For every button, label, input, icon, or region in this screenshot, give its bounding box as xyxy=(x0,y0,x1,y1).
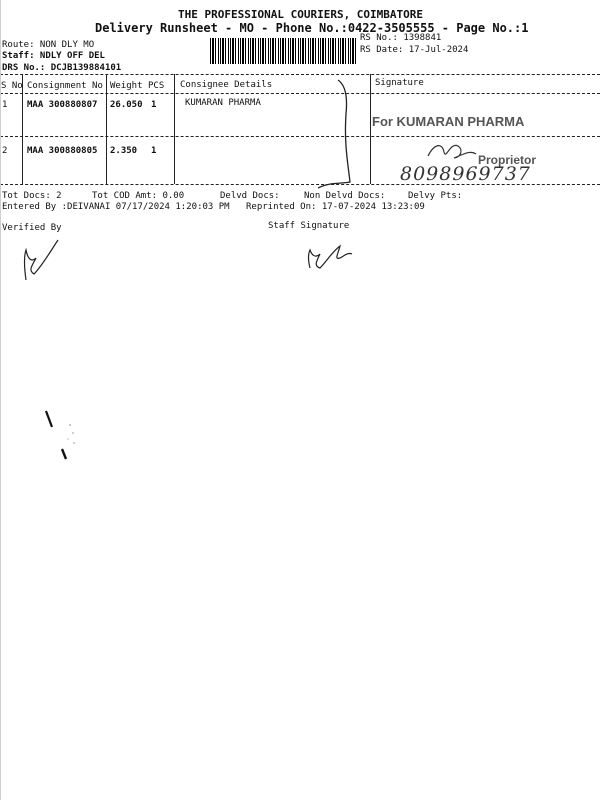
header-consignment: Consignment No xyxy=(27,81,103,91)
stamp-designation: Proprietor xyxy=(478,153,537,167)
header-sno: S No xyxy=(1,81,23,91)
header-signature: Signature xyxy=(375,78,424,88)
staff-text: Staff: NDLY OFF DEL xyxy=(2,51,105,61)
row1-pcs: 1 xyxy=(151,100,157,110)
verified-by-label: Verified By xyxy=(2,223,62,233)
delvd-docs: Delvd Docs: xyxy=(220,191,280,201)
header-weight: Weight xyxy=(110,81,143,91)
header-consignee: Consignee Details xyxy=(180,80,273,90)
stamp-company: For KUMARAN PHARMA xyxy=(372,114,525,129)
col-divider xyxy=(174,74,175,184)
staff-signature xyxy=(300,238,360,278)
total-cod: Tot COD Amt: 0.00 xyxy=(92,191,185,201)
rs-date: RS Date: 17-Jul-2024 xyxy=(360,45,469,55)
row2-consignment: MAA 300880805 xyxy=(27,146,98,156)
entered-by: Entered By :DEIVANAI 07/17/2024 1:20:03 PM xyxy=(2,202,230,212)
col-divider xyxy=(106,74,107,184)
row2-sno: 2 xyxy=(2,146,8,156)
stamp-signature xyxy=(420,136,480,166)
total-docs: Tot Docs: 2 xyxy=(2,191,62,201)
row1-consignee: KUMARAN PHARMA xyxy=(185,98,261,108)
drs-number: DRS No.: DCJB139884101 xyxy=(2,63,122,73)
verified-signature xyxy=(18,236,68,286)
barcode-image xyxy=(210,38,356,64)
row2-pcs: 1 xyxy=(151,146,157,156)
staff-signature-label: Staff Signature xyxy=(268,221,350,231)
row1-weight: 26.050 xyxy=(110,100,143,110)
document-title: Delivery Runsheet - MO - Phone No.:0422-3505555 - Page No.:1 xyxy=(95,21,529,35)
row2-weight: 2.350 xyxy=(110,146,138,156)
rs-number: RS No.: 1398841 xyxy=(360,33,442,43)
handwritten-bracket xyxy=(300,74,380,194)
scan-edge xyxy=(0,0,1,800)
row1-consignment: MAA 300880807 xyxy=(27,100,98,110)
route-text: Route: NON DLY MO xyxy=(2,40,95,50)
header-pcs: PCS xyxy=(148,81,165,91)
reprinted-on: Reprinted On: 17-07-2024 13:23:09 xyxy=(246,202,425,212)
non-delvd-docs: Non Delvd Docs: xyxy=(304,191,386,201)
row1-sno: 1 xyxy=(2,100,8,110)
company-title: THE PROFESSIONAL COURIERS, COIMBATORE xyxy=(178,8,424,21)
handwritten-phone: 8098969737 xyxy=(400,163,531,185)
scan-marks xyxy=(40,405,85,465)
delvy-pts: Delvy Pts: xyxy=(408,191,463,201)
